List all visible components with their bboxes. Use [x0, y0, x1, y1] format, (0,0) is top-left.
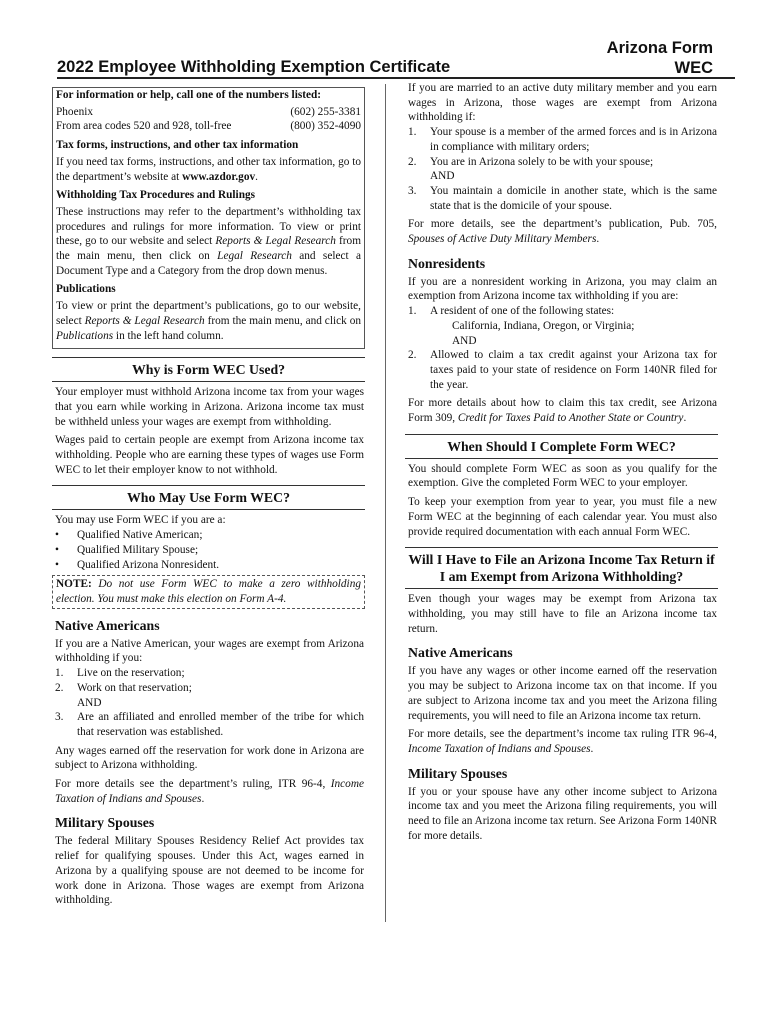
phone-row-phoenix: [56, 105, 361, 120]
procedures-text: These instructions may refer to the department’s withholding tax procedures and rulings for more information. To view or print these, go to our website and select Reports & Legal Research from the main menu, then click on Legal Research and select a Document Type and a Category from the drop down menus.: [56, 205, 362, 277]
nonres-intro: If you are a nonresident working in Arizona, you may claim an exemption from Arizona income tax withholding if you are:: [408, 275, 717, 303]
military-details: For more details, see the department’s publication, Pub. 705, Spouses of Active Duty Military Members.: [408, 218, 717, 246]
nonres-list: [408, 304, 717, 392]
native-list: [55, 666, 364, 740]
list-item: AND: [77, 696, 102, 709]
list-item: 3. Are an affiliated and enrolled member of the tribe for which that reservation was established.: [55, 711, 364, 738]
why-paragraph-2: Wages paid to certain people are exempt from Arizona income tax withholding. People who are earning these types of wages use Form WEC to let their employer know to not withhold.: [55, 434, 364, 476]
list-item: 1. Your spouse is a member of the armed forces and is in Arizona in compliance with military orders;: [408, 126, 717, 153]
native-right-paragraph-2: For more details, see the department’s income tax ruling ITR 96-4, Income Taxation of Indians and Spouses.: [408, 728, 717, 755]
nonres-details: For more details about how to claim this tax credit, see Arizona Form 309, Credit for Taxes Paid to Another State or Country.: [408, 397, 717, 425]
military-list: [408, 125, 717, 213]
native-right-paragraph-1: If you have any wages or other income earned off the reservation you may be subject to Arizona income tax on that income. If you are subject to Arizona income tax and you meet the Arizona filing requirements, you will need to file an Arizona income tax return.: [408, 665, 717, 722]
right-column: [408, 81, 717, 845]
list-item: • Qualified Arizona Nonresident.: [55, 558, 220, 571]
info-box: [52, 87, 365, 349]
native-heading-right: Native Americans: [408, 645, 513, 661]
file-paragraph-1: Even though your wages may be exempt from Arizona tax withholding, you may still have to file an Arizona income tax return.: [408, 593, 717, 635]
native-paragraph-2: Any wages earned off the reservation for work done in Arizona are subject to Arizona withholding.: [55, 744, 364, 772]
publications-text: To view or print the department’s publications, go to our website, select Reports & Legal Research from the main menu, and click on Publications in the left hand column.: [56, 300, 361, 342]
tollfree-number: (800) 352-4090: [290, 120, 361, 133]
website-link[interactable]: www.azdor.gov: [182, 170, 256, 183]
form-id-line2: WEC: [674, 59, 713, 77]
left-column: [55, 87, 364, 910]
native-paragraph-3: For more details see the department’s ruling, ITR 96-4, Income Taxation of Indians and Spouses.: [55, 778, 364, 805]
tollfree-label: From area codes 520 and 928, toll-free: [56, 120, 232, 133]
taxforms-text: If you need tax forms, instructions, and other tax information, go to the department’s website at www.azdor.gov.: [56, 155, 361, 183]
military-paragraph-1: The federal Military Spouses Residency Relief Act provides tax relief for qualifying spouses. Under this Act, wages earned in Arizona by a qualifying spouse are not deemed to be income for work done in Arizona. Those wages are exempt from Arizona withholding.: [55, 835, 364, 907]
list-item: • Qualified Native American;: [55, 529, 203, 542]
publications-heading: Publications: [56, 283, 116, 296]
note-label: NOTE:: [56, 578, 92, 591]
military-right-paragraph-1: If you or your spouse have any other income subject to Arizona income tax and you meet the Arizona filing requirements, you will need to file an Arizona income tax return. See Arizona Form 140NR for more details.: [408, 785, 717, 842]
native-heading: Native Americans: [55, 617, 160, 633]
military-continued: If you are married to an active duty military member and you earn wages in Arizona, those wages are exempt from Arizona withholding if:: [408, 82, 717, 124]
list-item: 2. Work on that reservation;: [55, 681, 192, 694]
military-heading-right: Military Spouses: [408, 765, 508, 781]
native-intro: If you are a Native American, your wages are exempt from Arizona withholding if you:: [55, 637, 364, 665]
list-item: AND: [430, 170, 455, 183]
who-bullet-list: [55, 528, 364, 572]
nonres-heading: Nonresidents: [408, 255, 486, 271]
form-id: [607, 38, 713, 78]
phoenix-label: Phoenix: [56, 105, 94, 118]
note-text: Do not use Form WEC to make a zero withholding election. You must make this election on Form A-4.: [56, 578, 361, 605]
phoenix-number: (602) 255-3381: [290, 105, 361, 118]
list-item: 2. Allowed to claim a tax credit against your Arizona tax for taxes paid to your state of residence on Form 140NR filed for the year.: [408, 349, 717, 391]
info-heading: For information or help, call one of the numbers listed:: [56, 89, 322, 101]
list-item: 1. Live on the reservation;: [55, 667, 185, 680]
header-rule: [57, 77, 735, 79]
nonres-states: California, Indiana, Oregon, or Virginia;: [452, 319, 635, 332]
form-id-line1: Arizona Form: [606, 39, 713, 57]
note-box: [52, 575, 365, 608]
taxforms-heading: Tax forms, instructions, and other tax information: [56, 139, 299, 152]
when-paragraph-2: To keep your exemption from year to year, you must file a new Form WEC at the beginning of each calendar year. You must also provide required documentation with each annual Form WEC.: [408, 496, 717, 538]
when-heading: When Should I Complete Form WEC?: [405, 434, 718, 459]
military-heading: Military Spouses: [55, 815, 155, 831]
nonres-and: AND: [452, 334, 477, 347]
phone-row-tollfree: [56, 119, 361, 134]
why-heading: Why is Form WEC Used?: [52, 357, 365, 382]
page-title: 2022 Employee Withholding Exemption Certificate: [57, 58, 451, 76]
column-divider: [385, 84, 386, 922]
when-paragraph-1: You should complete Form WEC as soon as you qualify for the exemption. Give the completed Form WEC to your employer.: [408, 462, 717, 490]
list-item: 2. You are in Arizona solely to be with your spouse;: [408, 155, 654, 168]
file-heading: Will I Have to File an Arizona Income Tax Return if I am Exempt from Arizona Withholding?: [405, 547, 718, 589]
list-item: 3. You maintain a domicile in another state, which is the same state that is the domicile of your spouse.: [408, 184, 717, 212]
why-paragraph-1: Your employer must withhold Arizona income tax from your wages that you earn while working in Arizona. Arizona income tax must be withheld unless your wages are exempt from withholding.: [55, 386, 364, 428]
who-intro: You may use Form WEC if you are a:: [55, 514, 226, 527]
list-item: 1. A resident of one of the following states:: [408, 305, 615, 318]
procedures-heading: Withholding Tax Procedures and Rulings: [56, 189, 256, 202]
who-heading: Who May Use Form WEC?: [52, 485, 365, 510]
list-item: • Qualified Military Spouse;: [55, 543, 199, 556]
